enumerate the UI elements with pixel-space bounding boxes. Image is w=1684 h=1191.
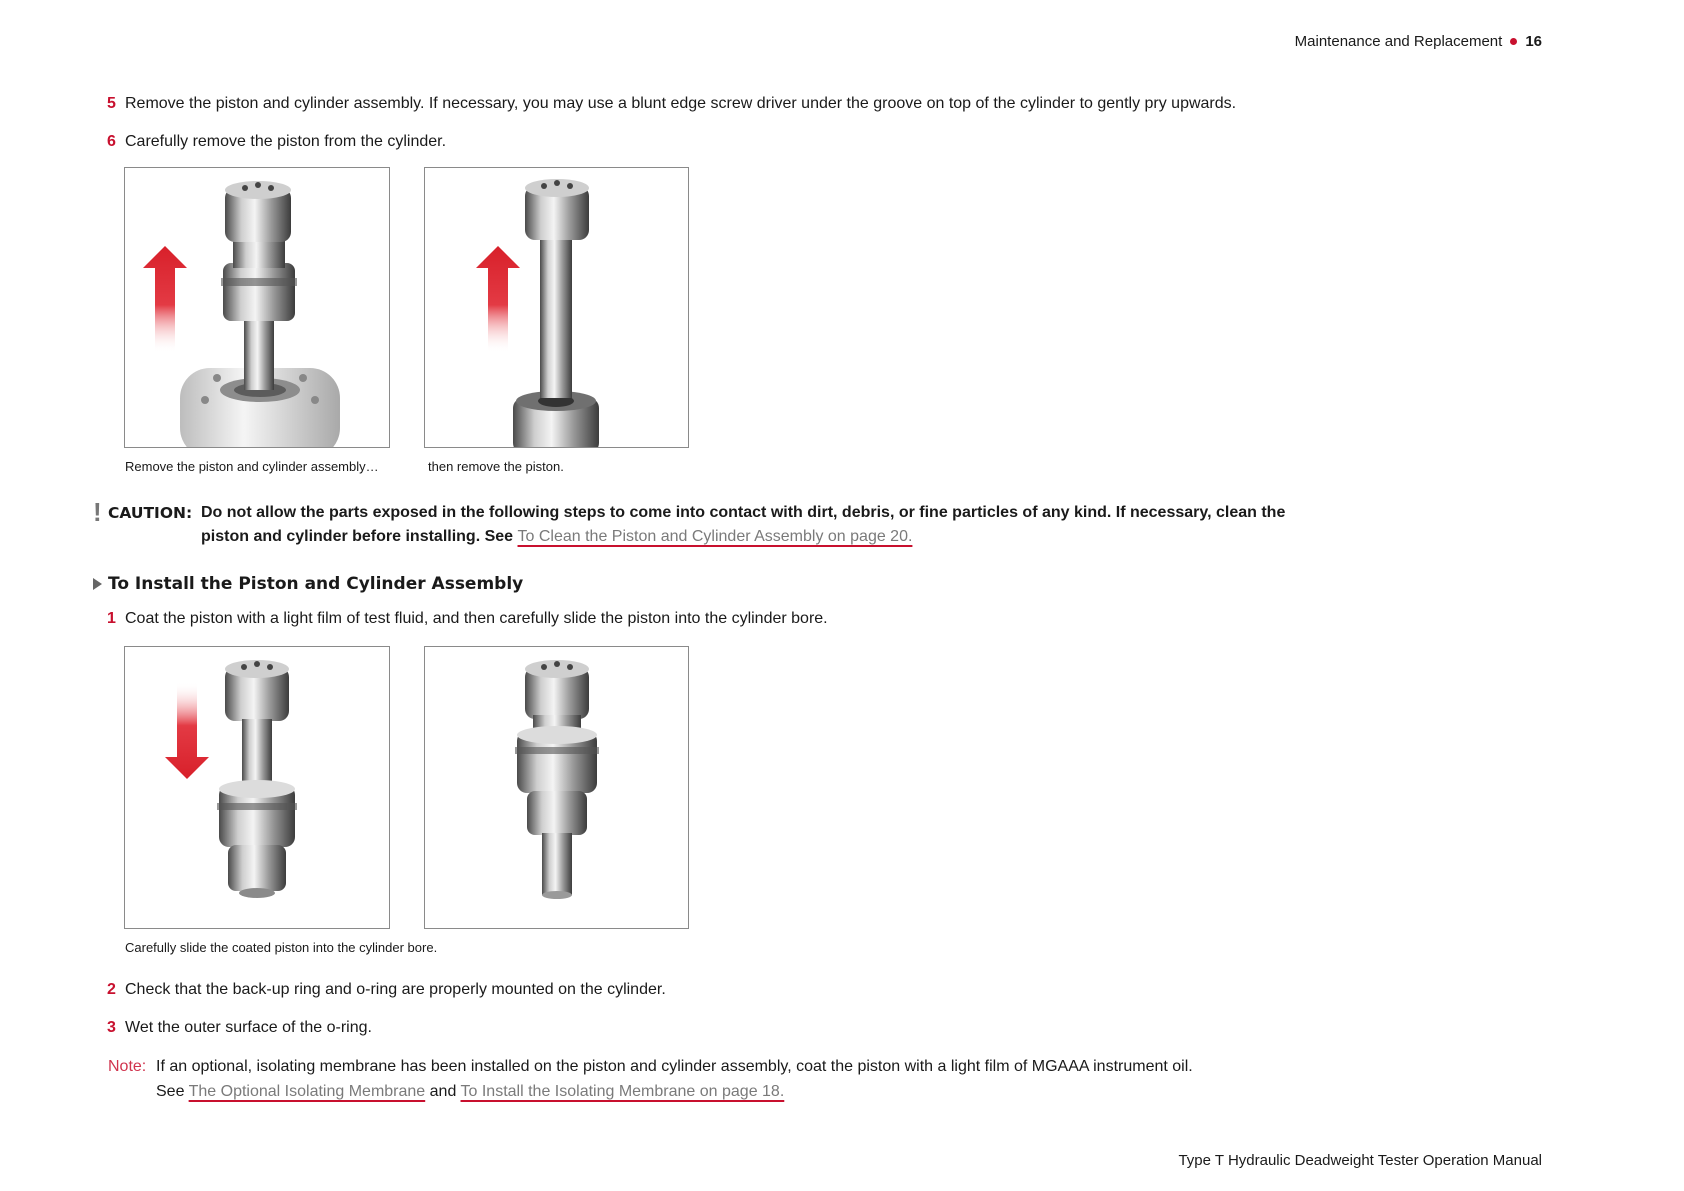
figure-remove-piston [424,167,689,448]
note-block [108,1054,1268,1109]
figure-assembled [424,646,689,929]
figure-caption-right: then remove the piston. [428,459,564,474]
caution-label: CAUTION: [108,504,193,522]
link-clean-piston[interactable]: To Clean the Piston and Cylinder Assembly on page 20. [517,528,913,545]
step-number: 5 [107,95,116,112]
page-footer: Type T Hydraulic Deadweight Tester Operation Manual [1178,1152,1542,1169]
section-title: Maintenance and Replacement [1294,33,1503,50]
figure-slide-piston [124,646,390,929]
figure-caption-bottom: Carefully slide the coated piston into the cylinder bore. [125,940,438,955]
note-see: See [156,1083,185,1100]
page-header [1295,33,1542,50]
exclamation-icon: ! [93,497,102,527]
note-body [156,1054,1256,1104]
step-6 [107,132,446,152]
section-heading-text: To Install the Piston and Cylinder Assembly [108,574,524,594]
step-text: Wet the outer surface of the o-ring. [125,1019,372,1036]
note-label: Note: [108,1058,147,1075]
step-number: 1 [107,610,116,627]
section-heading [93,574,523,594]
step-text: Check that the back-up ring and o-ring are properly mounted on the cylinder. [125,981,666,998]
step-number: 2 [107,981,116,998]
caution-text [201,501,1321,549]
step-install-3 [107,1018,372,1038]
caution-block [93,497,1286,551]
figure-remove-assembly [124,167,390,448]
step-text: Coat the piston with a light film of test fluid, and then carefully slide the piston into the cylinder bore. [125,610,828,627]
figure-caption-left: Remove the piston and cylinder assembly… [125,459,379,474]
step-5 [107,94,1236,114]
step-number: 6 [107,133,116,150]
step-text: Remove the piston and cylinder assembly. If necessary, you may use a blunt edge screw driver under the groove on top of the cylinder to gently pry upwards. [125,95,1237,112]
link-optional-membrane[interactable]: The Optional Isolating Membrane [188,1083,426,1100]
step-install-1 [107,609,828,629]
caution-body: Do not allow the parts exposed in the following steps to come into contact with dirt, debris, or fine particles of any kind. If necessary, clean the piston and cylinder before installing. See [201,504,1286,545]
step-text: Carefully remove the piston from the cylinder. [125,133,447,150]
link-install-membrane[interactable]: To Install the Isolating Membrane on page 18. [460,1083,785,1100]
step-install-2 [107,980,666,1000]
page-number: 16 [1525,33,1542,50]
note-text: If an optional, isolating membrane has been installed on the piston and cylinder assembly, coat the piston with a light film of MGAAA instrument oil. [156,1058,1193,1075]
step-number: 3 [107,1019,116,1036]
triangle-bullet-icon [93,578,102,590]
note-and: and [429,1083,457,1100]
bullet-dot [1510,38,1517,45]
